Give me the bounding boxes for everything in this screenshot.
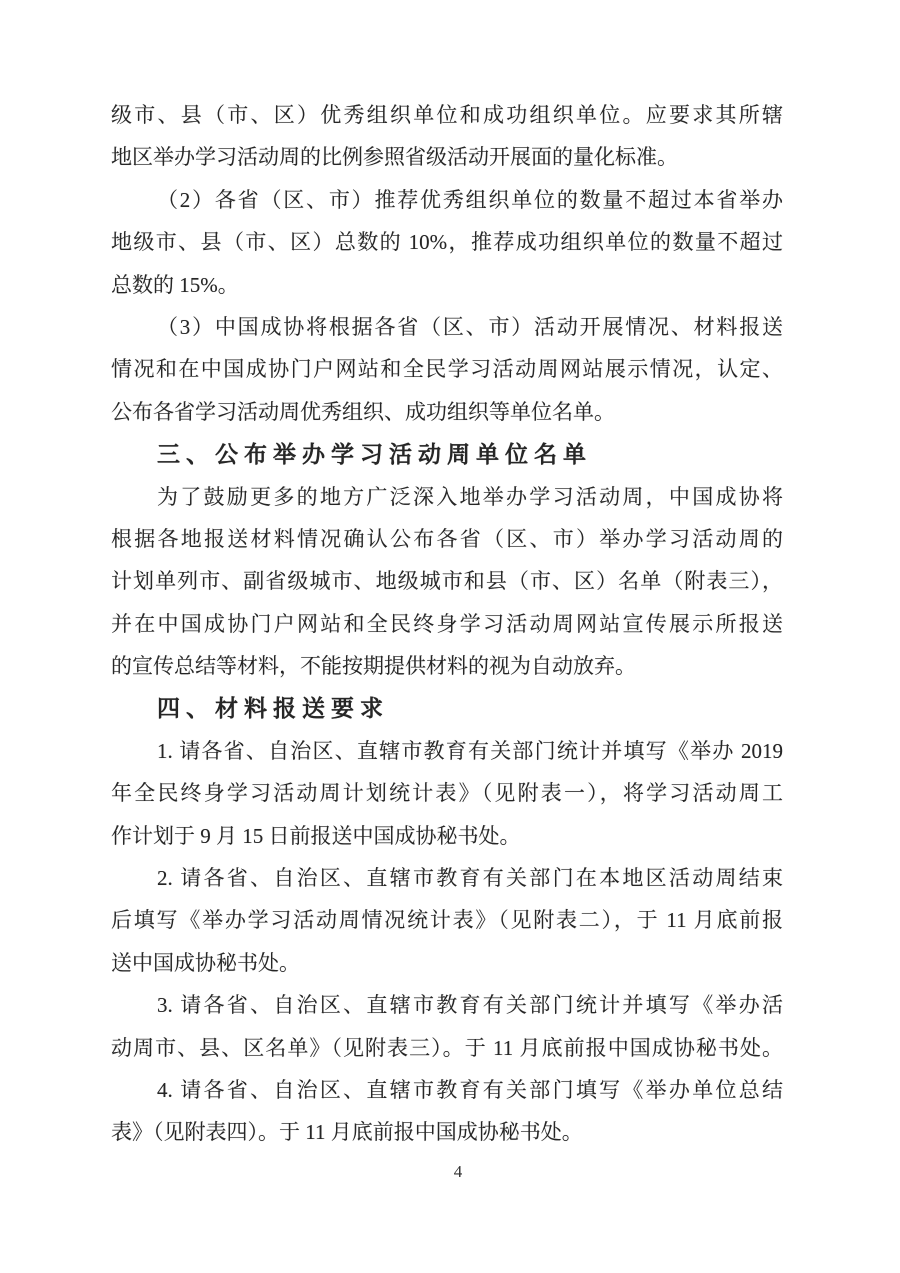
section-heading: 三、公布举办学习活动周单位名单 bbox=[157, 441, 592, 468]
body-text-line: 公布各省学习活动周优秀组织、成功组织等单位名单。 bbox=[111, 399, 615, 424]
body-text-line: （3）中国成协将根据各省（区、市）活动开展情况、材料报送 bbox=[157, 314, 783, 339]
body-text-line: 并在中国成协门户网站和全民终身学习活动周网站宣传展示所报送 bbox=[111, 611, 783, 636]
body-text-line: 地区举办学习活动周的比例参照省级活动开展面的量化标准。 bbox=[111, 145, 678, 170]
body-text-line: 2. 请各省、自治区、直辖市教育有关部门在本地区活动周结束 bbox=[157, 866, 783, 891]
body-text-line: 动周市、县、区名单》（见附表三）。于 11 月底前报中国成协秘书处。 bbox=[111, 1035, 783, 1060]
body-text-line: 4. 请各省、自治区、直辖市教育有关部门填写《举办单位总结 bbox=[157, 1077, 783, 1102]
body-text-line: 总数的 15%。 bbox=[111, 272, 239, 297]
body-text-line: 表》（见附表四）。于 11 月底前报中国成协秘书处。 bbox=[111, 1120, 583, 1145]
body-text-line: （2）各省（区、市）推荐优秀组织单位的数量不超过本省举办 bbox=[157, 187, 783, 212]
body-text-line: 计划单列市、副省级城市、地级城市和县（市、区）名单（附表三）， bbox=[111, 569, 783, 594]
body-text-line: 级市、县（市、区）优秀组织单位和成功组织单位。应要求其所辖 bbox=[111, 103, 783, 127]
body-text-line: 3. 请各省、自治区、直辖市教育有关部门统计并填写《举办活 bbox=[157, 993, 783, 1018]
body-text-line: 的宣传总结等材料，不能按期提供材料的视为自动放弃。 bbox=[111, 654, 636, 679]
page-number: 4 bbox=[453, 1162, 463, 1181]
body-text-line: 作计划于 9 月 15 日前报送中国成协秘书处。 bbox=[111, 823, 521, 848]
body-text-line: 情况和在中国成协门户网站和全民学习活动周网站展示情况，认定、 bbox=[111, 357, 783, 382]
body-text-line: 为了鼓励更多的地方广泛深入地举办学习活动周，中国成协将 bbox=[157, 484, 783, 509]
body-text-line: 地级市、县（市、区）总数的 10%，推荐成功组织单位的数量不超过 bbox=[111, 230, 783, 255]
body-text-line: 根据各地报送材料情况确认公布各省（区、市）举办学习活动周的 bbox=[111, 526, 783, 551]
body-text-line: 1. 请各省、自治区、直辖市教育有关部门统计并填写《举办 2019 bbox=[157, 738, 783, 763]
body-text-line: 年全民终身学习活动周计划统计表》（见附表一），将学习活动周工 bbox=[111, 781, 783, 806]
body-text-line: 送中国成协秘书处。 bbox=[111, 950, 300, 975]
body-text-line: 后填写《举办学习活动周情况统计表》（见附表二），于 11 月底前报 bbox=[111, 908, 783, 933]
section-heading: 四、材料报送要求 bbox=[157, 695, 389, 722]
text-block bbox=[111, 94, 783, 1154]
